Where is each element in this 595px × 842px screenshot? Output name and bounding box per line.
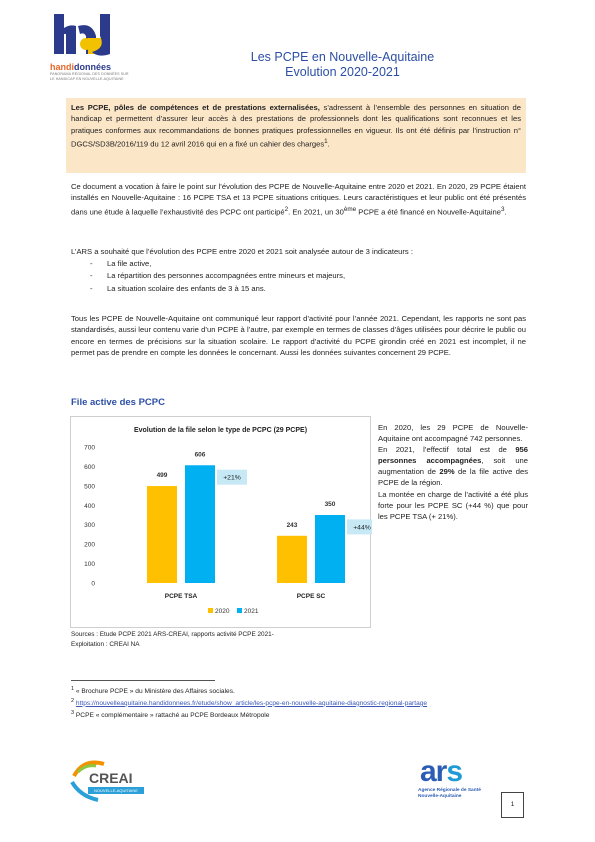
side-2e: de la file active des PCPE de la région. bbox=[378, 467, 528, 488]
side-text-3: La montée en charge de l’activité a été plus forte pour les PCPE SC (+44 %) que pour les PCPE TSA (+ 21%). bbox=[378, 489, 528, 521]
footnote-ref-3: 3 bbox=[500, 205, 505, 213]
legend-swatch bbox=[237, 608, 242, 613]
legend-swatch bbox=[208, 608, 213, 613]
section-title: File active des PCPC bbox=[71, 397, 165, 408]
p1-text-d: . bbox=[504, 207, 507, 217]
p1-sup-eme: ème bbox=[343, 205, 357, 213]
footnote-ref-2: 2 bbox=[284, 205, 289, 213]
bar bbox=[185, 465, 215, 583]
intro-end: . bbox=[327, 139, 330, 149]
data-label: 350 bbox=[324, 501, 336, 508]
list-item: - La répartition des personnes accompagnées entre mineurs et majeurs, bbox=[90, 270, 345, 282]
y-tick-label: 400 bbox=[84, 502, 95, 510]
side-2d: 29% bbox=[439, 467, 455, 477]
annotation-label: +21% bbox=[223, 474, 241, 482]
bar bbox=[315, 515, 345, 583]
y-tick-label: 0 bbox=[91, 580, 95, 588]
list-item: - La file active, bbox=[90, 258, 345, 270]
creai-subtitle: NOUVELLE-AQUITAINE bbox=[88, 787, 144, 794]
y-tick-label: 100 bbox=[84, 561, 95, 569]
side-2c: , soit une augmentation de bbox=[378, 456, 528, 477]
side-text-2 bbox=[378, 444, 528, 488]
title-line1: Les PCPE en Nouvelle-Aquitaine bbox=[250, 50, 435, 64]
paragraph-2: L’ARS a souhaité que l’évolution des PCPE entre 2020 et 2021 soit analysée autour de 3 indicateurs : bbox=[71, 247, 413, 256]
page-title bbox=[215, 50, 470, 80]
y-tick-label: 500 bbox=[84, 483, 95, 491]
p1-text-a: Ce document a vocation à faire le point sur l’évolution des PCPE de Nouvelle-Aquitaine entre 2020 et 2021. En 2020, 29 PCPE étaient installés en Nouvelle-Aquitaine : 16 PCPE TSA et 13 PCPE situations critiques. Leurs caractéristiques et leur public ont été présentés dans une étude à laquelle l’exhaustivité des PCPC ont participé bbox=[71, 182, 526, 217]
footnotes bbox=[71, 685, 526, 720]
ars-caption bbox=[418, 788, 481, 799]
footnote-3 bbox=[71, 709, 526, 721]
intro-bold: Les PCPE, pôles de compétences et de prestations externalisées, bbox=[71, 103, 320, 112]
y-tick-label: 300 bbox=[84, 522, 95, 530]
annotation-label: +44% bbox=[353, 524, 371, 532]
fn1-num: 1 bbox=[71, 686, 75, 692]
title-line2: Evolution 2020-2021 bbox=[285, 65, 400, 79]
fn2-link[interactable]: https://nouvelleaquitaine.handidonnees.fr/etude/show_article/les-pcpe-en-nouvelle-aquitaine-diagnostic-regional-partage bbox=[75, 699, 428, 707]
logo-wordmark bbox=[50, 62, 130, 81]
paragraph-1 bbox=[71, 181, 526, 218]
data-label: 606 bbox=[194, 451, 206, 459]
fn1-text: « Brochure PCPE » du Ministère des Affaires sociales. bbox=[75, 688, 235, 696]
fn3-text: PCPE « complémentaire » rattaché au PCPE Bordeaux Métropole bbox=[75, 711, 270, 719]
footnote-2 bbox=[71, 697, 526, 709]
chart-container bbox=[70, 416, 371, 628]
indicator-list bbox=[90, 258, 345, 295]
chart-title: Evolution de la file selon le type de PCPC (29 PCPE) bbox=[133, 427, 308, 434]
list-item: - La situation scolaire des enfants de 3 à 15 ans. bbox=[90, 283, 345, 295]
footnote-ref-1: 1 bbox=[324, 138, 328, 146]
footnote-1 bbox=[71, 685, 526, 697]
y-tick-label: 600 bbox=[84, 463, 95, 471]
ars-line2: Nouvelle-Aquitaine bbox=[418, 793, 462, 799]
side-text-1: En 2020, les 29 PCPE de Nouvelle-Aquitaine ont accompagné 742 personnes. bbox=[378, 423, 528, 444]
footnote-divider bbox=[71, 680, 215, 681]
side-commentary bbox=[378, 422, 528, 522]
legend-label: 2021 bbox=[244, 608, 259, 615]
intro-text: s’adressent à l’ensemble des personnes en situation de handicap et permettent d’assurer leur accès à des prestations de professionnels dont les qualifications sont reconnues et les pratiques conformes aux recommandations de bonnes pratiques professionnelles en vigueur. Ils ont été définis par l’instruction n° DGCS/SD3B/2016/119 du 12 avril 2016 qui en a fixé un cahier des charges bbox=[71, 103, 521, 149]
data-label: 243 bbox=[286, 521, 298, 529]
ars-logo-s: s bbox=[446, 755, 463, 788]
paragraph-3: Tous les PCPE de Nouvelle-Aquitaine ont communiqué leur rapport d’activité pour l’année 2021. Cependant, les rapports ne sont pas standardisés, aussi leur contenu varie d’un PCPE à l’autre, par exemple en termes de classes d’âges utilisées pour décrire le public ou encore en termes de précisions sur la situation scolaire. Le rapport d’activité du PCPE girondin créé en 2021 est incomplet, il ne permet pas de prendre en compte les données le concernant. Aussi les données suivantes concernent 29 PCPE. bbox=[71, 314, 526, 358]
bar bbox=[277, 536, 307, 583]
legend-label: 2020 bbox=[215, 608, 230, 615]
x-tick-label: PCPE TSA bbox=[164, 593, 198, 600]
fn2-num: 2 bbox=[71, 697, 75, 704]
bar bbox=[147, 486, 177, 583]
source-line1: Sources : Etude PCPE 2021 ARS-CREAI, rapports activité PCPE 2021- bbox=[71, 631, 274, 638]
logo-tagline-line1: PANORAMA RÉGIONAL DES DONNÉES SUR bbox=[50, 72, 129, 76]
fn3-num: 3 bbox=[71, 709, 75, 716]
page-number: 1 bbox=[501, 792, 524, 818]
logo-tagline-line2: LE HANDICAP EN NOUVELLE-AQUITAINE bbox=[50, 76, 124, 81]
y-tick-label: 200 bbox=[84, 541, 95, 549]
bar-chart bbox=[71, 417, 372, 629]
p1-text-c: PCPE a été financé en Nouvelle-Aquitaine bbox=[356, 207, 501, 217]
chart-source bbox=[71, 630, 274, 649]
ars-line1: Agence Régionale de Santé bbox=[418, 788, 481, 793]
handidonnees-logo bbox=[48, 12, 126, 102]
logo-name-part2: données bbox=[74, 62, 112, 72]
intro-box bbox=[66, 98, 526, 173]
side-2a: En 2021, l’effectif total est de bbox=[378, 445, 516, 455]
source-line2: Exploitation : CREAI NA bbox=[71, 640, 140, 648]
p1-text-b: . En 2021, un 30 bbox=[288, 207, 344, 217]
creai-wordmark: CREAI bbox=[89, 770, 133, 786]
ars-logo-ar: ar bbox=[420, 755, 447, 788]
x-tick-label: PCPE SC bbox=[296, 593, 326, 600]
side-2b: 956 personnes accompagnées bbox=[378, 445, 528, 466]
logo-name-part1: handi bbox=[50, 62, 74, 72]
data-label: 499 bbox=[156, 472, 168, 480]
y-tick-label: 700 bbox=[84, 444, 95, 452]
